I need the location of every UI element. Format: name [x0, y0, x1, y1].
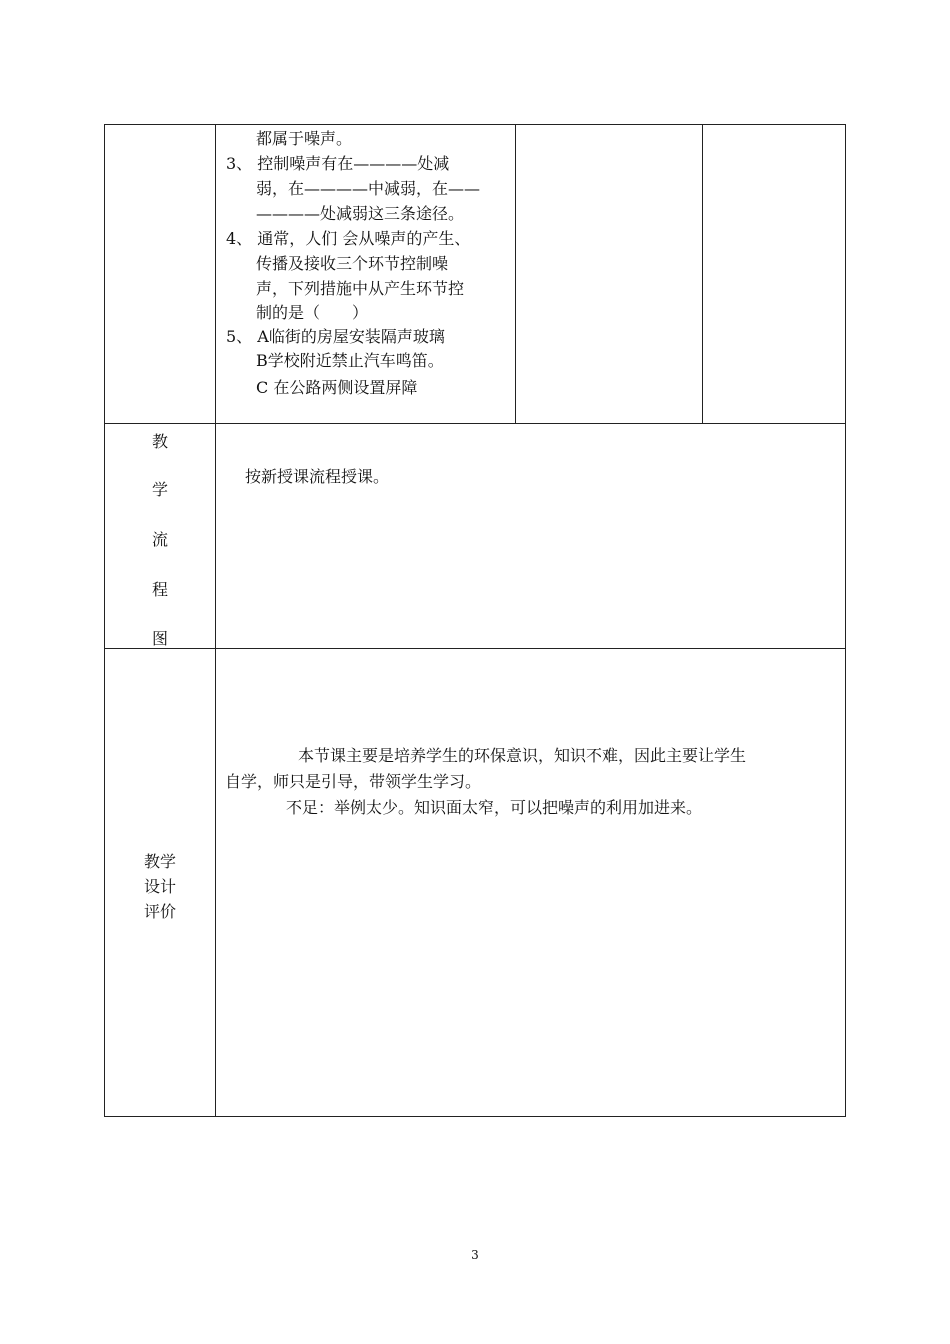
- row1-line-11: C 在公路两侧设置屏障: [256, 378, 418, 397]
- row1-line-4: ————处减弱这三条途径。: [256, 204, 465, 223]
- row1-line-5: 4、 通常，人们 会从噪声的产生、: [226, 229, 471, 248]
- row1-line-3: 弱，在————中减弱，在——: [256, 179, 481, 198]
- row3-label-line-3: 评价: [143, 902, 176, 921]
- row1-line-2: 3、 控制噪声有在————处减: [226, 154, 450, 173]
- row3-paragraph-2: 不足：举例太少。知识面太窄，可以把噪声的利用加进来。: [286, 798, 703, 817]
- row1-line-6: 传播及接收三个环节控制噪: [256, 254, 449, 273]
- row2-label-char-3: 流: [151, 530, 168, 549]
- row1-line-7: 声，下列措施中从产生环节控: [256, 279, 465, 298]
- row1-line-10: B学校附近禁止汽车鸣笛。: [256, 351, 444, 370]
- row3-paragraph-1-line-2: 自学，师只是引导，带领学生学习。: [225, 772, 482, 791]
- row1-divider-a: [515, 124, 516, 424]
- row2-content: 按新授课流程授课。: [245, 467, 390, 486]
- row1-line-1: 都属于噪声。: [256, 129, 353, 148]
- row3-paragraph-1-line-1: 本节课主要是培养学生的环保意识，知识不难，因此主要让学生: [298, 746, 747, 765]
- row3-label-line-1: 教学: [143, 852, 176, 871]
- row2-label-char-4: 程: [151, 580, 168, 599]
- row2-label-char-1: 教: [151, 432, 168, 451]
- row2-label-char-2: 学: [151, 480, 168, 499]
- row2-label-char-5: 图: [151, 629, 168, 648]
- table-right-border: [845, 124, 846, 1117]
- row3-label-line-2: 设计: [143, 877, 176, 896]
- row1-divider-b: [702, 124, 703, 424]
- row1-line-8: 制的是（ ）: [256, 303, 369, 322]
- table-left-border: [104, 124, 105, 1117]
- row1-line-9: 5、 A临街的房屋安装隔声玻璃: [226, 327, 445, 346]
- page-number: 3: [471, 1248, 479, 1262]
- label-column-divider: [215, 124, 216, 1117]
